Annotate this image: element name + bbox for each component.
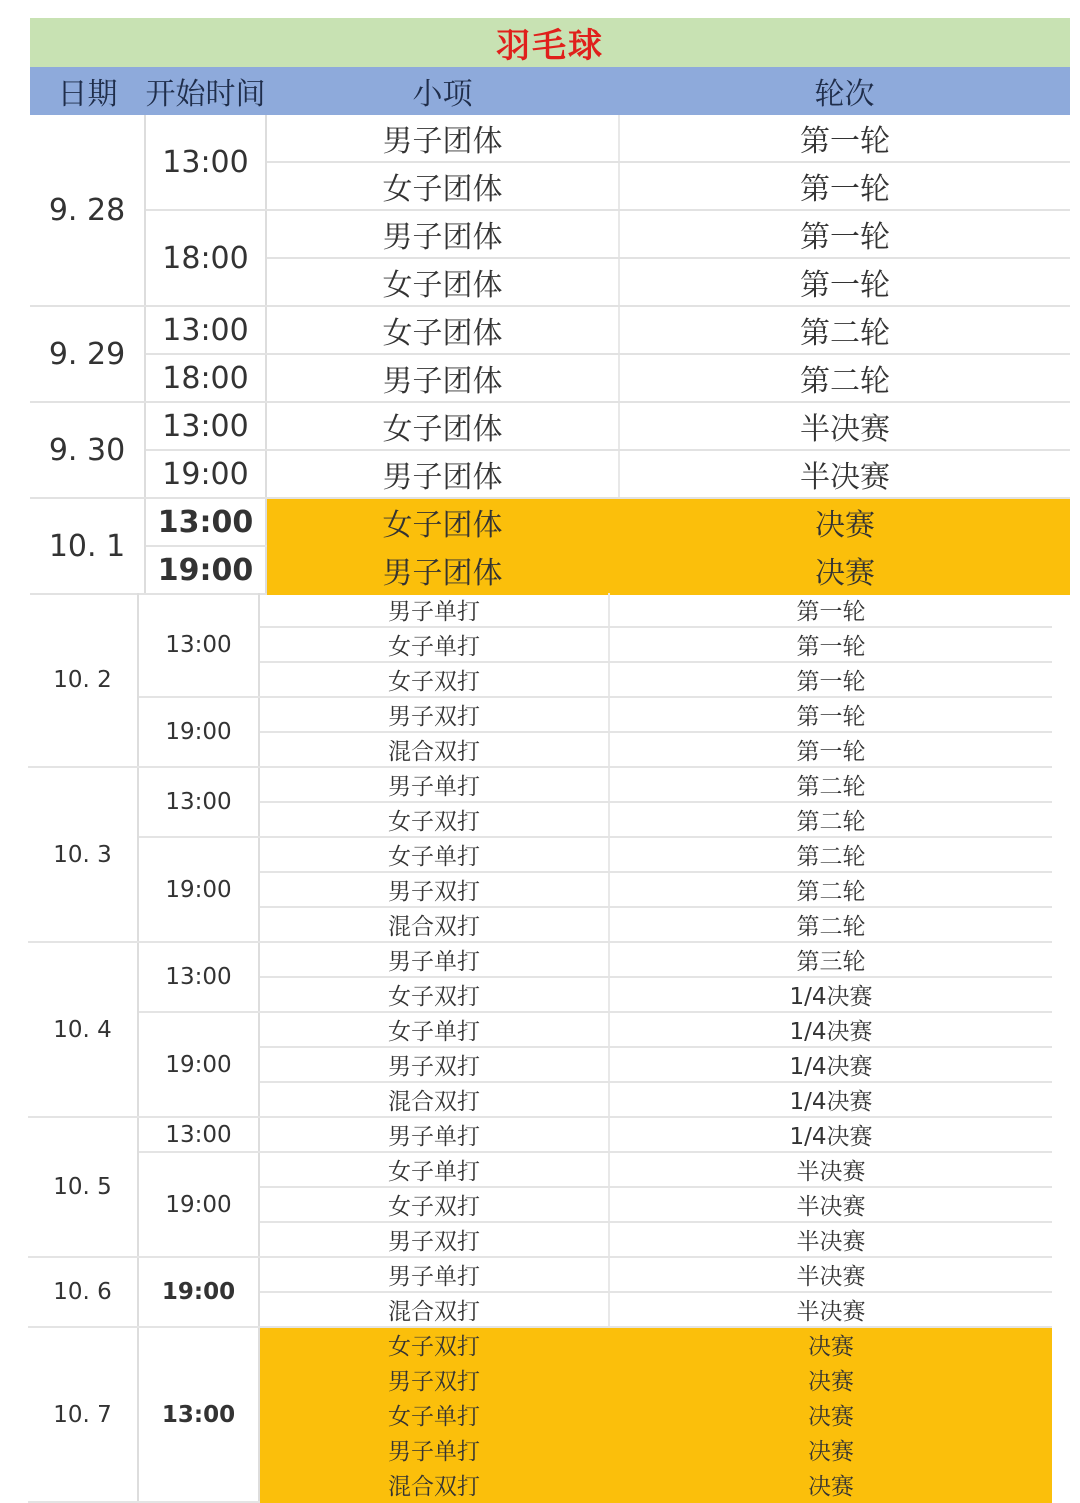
- time-cell: 13:00: [145, 402, 266, 450]
- table-row: [30, 354, 1070, 402]
- round-cell: 决赛: [619, 546, 1070, 594]
- date-cell: 9. 30: [30, 402, 145, 498]
- round-cell: 决赛: [609, 1397, 1052, 1432]
- table-row: [30, 306, 1070, 354]
- round-cell: 决赛: [609, 1327, 1052, 1362]
- event-cell: 女子团体: [266, 306, 619, 354]
- time-cell: 19:00: [138, 1152, 259, 1257]
- header-date: 日期: [30, 67, 145, 115]
- team-schedule-table: [30, 18, 1070, 595]
- table-row: [28, 767, 1052, 802]
- page-title: 羽毛球: [30, 18, 1070, 67]
- round-cell: 1/4决赛: [609, 1117, 1052, 1152]
- event-cell: 女子团体: [266, 258, 619, 306]
- header-time: 开始时间: [145, 67, 266, 115]
- time-cell: 18:00: [145, 354, 266, 402]
- event-cell: 女子双打: [259, 1327, 609, 1362]
- event-cell: 女子单打: [259, 1012, 609, 1047]
- event-cell: 混合双打: [259, 1082, 609, 1117]
- round-cell: 第一轮: [619, 210, 1070, 258]
- round-cell: 第一轮: [619, 162, 1070, 210]
- individual-schedule-table: [28, 593, 1052, 1503]
- event-cell: 男子团体: [266, 546, 619, 594]
- event-cell: 女子团体: [266, 162, 619, 210]
- table-row: [28, 1152, 1052, 1187]
- event-cell: 男子团体: [266, 354, 619, 402]
- event-cell: 男子团体: [266, 115, 619, 162]
- event-cell: 男子单打: [259, 942, 609, 977]
- table-row: [28, 942, 1052, 977]
- table-row: [30, 402, 1070, 450]
- round-cell: 半决赛: [609, 1222, 1052, 1257]
- time-cell: 13:00: [145, 498, 266, 546]
- time-cell: 13:00: [138, 767, 259, 837]
- table-row: [30, 115, 1070, 162]
- round-cell: 第三轮: [609, 942, 1052, 977]
- date-cell: 10. 5: [28, 1117, 138, 1257]
- table-row: [30, 498, 1070, 546]
- event-cell: 男子双打: [259, 697, 609, 732]
- round-cell: 第二轮: [609, 872, 1052, 907]
- table-row: [30, 210, 1070, 258]
- time-cell: 19:00: [138, 1257, 259, 1327]
- event-cell: 混合双打: [259, 907, 609, 942]
- round-cell: 第二轮: [609, 837, 1052, 872]
- round-cell: 决赛: [609, 1467, 1052, 1502]
- event-cell: 男子双打: [259, 1047, 609, 1082]
- header-row: [30, 67, 1070, 115]
- event-cell: 女子单打: [259, 837, 609, 872]
- time-cell: 19:00: [138, 697, 259, 767]
- event-cell: 女子团体: [266, 402, 619, 450]
- header-event: 小项: [266, 67, 619, 115]
- event-cell: 混合双打: [259, 732, 609, 767]
- round-cell: 第一轮: [609, 697, 1052, 732]
- round-cell: 1/4决赛: [609, 1082, 1052, 1117]
- round-cell: 决赛: [619, 498, 1070, 546]
- event-cell: 女子单打: [259, 1397, 609, 1432]
- date-cell: 10. 4: [28, 942, 138, 1117]
- event-cell: 女子双打: [259, 662, 609, 697]
- table-row: [28, 593, 1052, 627]
- time-cell: 13:00: [138, 942, 259, 1012]
- round-cell: 第一轮: [609, 662, 1052, 697]
- time-cell: 19:00: [138, 1012, 259, 1117]
- event-cell: 男子单打: [259, 593, 609, 627]
- event-cell: 女子双打: [259, 802, 609, 837]
- date-cell: 10. 3: [28, 767, 138, 942]
- event-cell: 男子团体: [266, 450, 619, 498]
- round-cell: 第一轮: [609, 732, 1052, 767]
- time-cell: 19:00: [138, 837, 259, 942]
- event-cell: 女子双打: [259, 1187, 609, 1222]
- event-cell: 女子双打: [259, 977, 609, 1012]
- event-cell: 混合双打: [259, 1292, 609, 1327]
- event-cell: 女子单打: [259, 627, 609, 662]
- table-row: [30, 450, 1070, 498]
- round-cell: 半决赛: [609, 1152, 1052, 1187]
- table-row: [30, 546, 1070, 594]
- table-row: [28, 1327, 1052, 1362]
- round-cell: 第二轮: [609, 907, 1052, 942]
- event-cell: 男子双打: [259, 1222, 609, 1257]
- round-cell: 半决赛: [609, 1292, 1052, 1327]
- round-cell: 第一轮: [619, 258, 1070, 306]
- round-cell: 半决赛: [609, 1257, 1052, 1292]
- event-cell: 男子单打: [259, 1117, 609, 1152]
- table-row: [28, 1117, 1052, 1152]
- event-cell: 混合双打: [259, 1467, 609, 1502]
- round-cell: 第二轮: [609, 802, 1052, 837]
- event-cell: 男子双打: [259, 1362, 609, 1397]
- date-cell: 10. 6: [28, 1257, 138, 1327]
- round-cell: 1/4决赛: [609, 977, 1052, 1012]
- round-cell: 半决赛: [619, 450, 1070, 498]
- event-cell: 男子单打: [259, 767, 609, 802]
- round-cell: 决赛: [609, 1432, 1052, 1467]
- table-row: [28, 1012, 1052, 1047]
- date-cell: 9. 29: [30, 306, 145, 402]
- table-row: [28, 697, 1052, 732]
- event-cell: 女子团体: [266, 498, 619, 546]
- header-round: 轮次: [619, 67, 1070, 115]
- time-cell: 13:00: [145, 115, 266, 210]
- time-cell: 13:00: [138, 1327, 259, 1502]
- event-cell: 男子双打: [259, 872, 609, 907]
- time-cell: 13:00: [145, 306, 266, 354]
- round-cell: 决赛: [609, 1362, 1052, 1397]
- round-cell: 第二轮: [619, 306, 1070, 354]
- time-cell: 13:00: [138, 593, 259, 697]
- round-cell: 第一轮: [609, 627, 1052, 662]
- table-row: [28, 837, 1052, 872]
- time-cell: 19:00: [145, 546, 266, 594]
- event-cell: 女子单打: [259, 1152, 609, 1187]
- round-cell: 1/4决赛: [609, 1047, 1052, 1082]
- round-cell: 第一轮: [619, 115, 1070, 162]
- date-cell: 10. 7: [28, 1327, 138, 1502]
- round-cell: 第二轮: [609, 767, 1052, 802]
- round-cell: 第一轮: [609, 593, 1052, 627]
- table-row: [28, 1257, 1052, 1292]
- event-cell: 男子单打: [259, 1432, 609, 1467]
- time-cell: 19:00: [145, 450, 266, 498]
- date-cell: 9. 28: [30, 115, 145, 306]
- time-cell: 18:00: [145, 210, 266, 306]
- round-cell: 半决赛: [619, 402, 1070, 450]
- time-cell: 13:00: [138, 1117, 259, 1152]
- event-cell: 男子单打: [259, 1257, 609, 1292]
- date-cell: 10. 1: [30, 498, 145, 594]
- date-cell: 10. 2: [28, 593, 138, 767]
- round-cell: 1/4决赛: [609, 1012, 1052, 1047]
- round-cell: 半决赛: [609, 1187, 1052, 1222]
- round-cell: 第二轮: [619, 354, 1070, 402]
- event-cell: 男子团体: [266, 210, 619, 258]
